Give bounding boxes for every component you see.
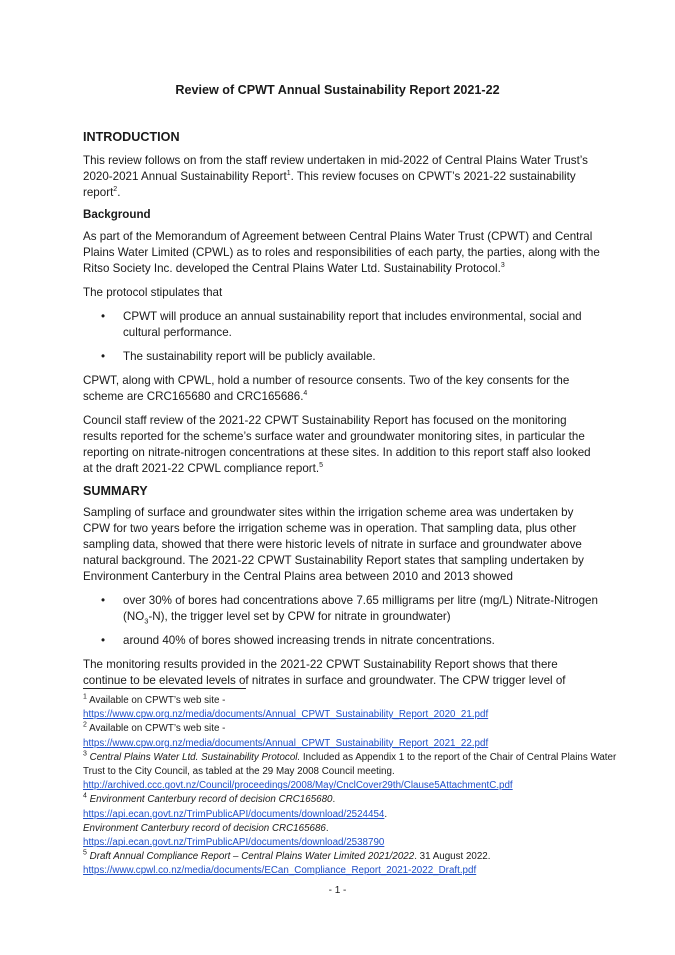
subscript-3: 3 xyxy=(144,616,149,626)
summary-bullet-text-b: -N), the trigger level set by CPW for nitrate in groundwater) xyxy=(148,610,451,623)
footnote-4 xyxy=(83,793,623,807)
background-paragraph-1 xyxy=(83,229,603,277)
footnote-separator xyxy=(83,688,246,689)
footnote-ref-5[interactable]: 5 xyxy=(319,462,323,470)
footnote-text: . xyxy=(325,822,329,834)
footnote-italic: Environment Canterbury record of decision CRC165680 xyxy=(86,794,333,806)
summary-bullet-item xyxy=(83,593,603,625)
footnote-ref-2[interactable]: 2 xyxy=(113,186,118,194)
footnote-italic: Environment Canterbury record of decision CRC165686 xyxy=(83,822,326,834)
footnote-italic: Draft Annual Compliance Report – Central Plains Water Limited 2021/2022 xyxy=(86,851,415,863)
footnote-text: Available on CPWT’s web site - xyxy=(86,695,226,706)
summary-bullet-text-a: over 30% of bores had concentrations above 7.65 milligrams per litre (mg/L) Nitrate-Nitrogen (NO xyxy=(123,594,598,623)
footnote-text: . 31 August 2022. xyxy=(414,851,491,863)
background-text-3: CPWT, along with CPWL, hold a number of resource consents. Two of the key consents for the scheme are CRC165680 and CRC165686. xyxy=(83,374,570,403)
footnote-number: 5 xyxy=(83,849,87,857)
footnote-text: Available on CPWT’s web site - xyxy=(86,723,226,735)
intro-text-a: This review follows on from the staff review undertaken in mid-2022 of Central Plains Water Trust’s 2020-2021 Annual Sustainability Report xyxy=(83,154,588,183)
intro-text-b: . This review focuses on CPWT’s 2021-22 sustainability report xyxy=(83,170,576,199)
background-text-4: Council staff review of the 2021-22 CPWT Sustainability Report has focused on the monitoring results reported for the scheme’s surface water and groundwater monitoring sites, in particular the reporting on nitrate-nitrogen concentrations at these sites. In addition to this report staff also looked at the draft 2021-22 CPWL compliance report. xyxy=(83,414,591,475)
document-title: Review of CPWT Annual Sustainability Report 2021-22 xyxy=(175,83,500,97)
footnote-text: Included as Appendix 1 to the report of the Chair of Central Plains Water Trust to the City Council, as tabled at the 29 May 2008 Council meeting. xyxy=(83,751,617,778)
background-paragraph-4 xyxy=(83,413,603,477)
footnote-text: . xyxy=(384,808,388,820)
footnote-2 xyxy=(83,722,623,736)
footnote-5-link[interactable]: https://www.cpwl.co.nz/media/documents/ECan_Compliance_Report_2021-2022_Draft.pdf xyxy=(83,865,477,877)
summary-paragraph-1: Sampling of surface and groundwater sites within the irrigation scheme area was undertaken by CPW for two years before the irrigation scheme was in operation. That sampling data, plus other sampling data, showed that there were historic levels of nitrate in surface and groundwater above natural background. The 2021-22 CPWT Sustainability Report states that sampling undertaken by Environment Canterbury in the Central Plains area between 2010 and 2013 showed xyxy=(83,506,584,583)
footnote-1 xyxy=(83,694,623,708)
footnotes-section xyxy=(83,694,623,879)
footnote-2-link[interactable]: https://www.cpw.org.nz/media/documents/Annual_CPWT_Sustainability_Report_2021_22.pdf xyxy=(83,737,489,749)
body-content xyxy=(83,129,603,689)
introduction-paragraph xyxy=(83,153,603,201)
footnote-5 xyxy=(83,850,623,864)
summary-bullet-item: • around 40% of bores showed increasing trends in nitrate concentrations. xyxy=(83,633,603,649)
footnote-ref-3[interactable]: 3 xyxy=(500,262,505,270)
background-text-1: As part of the Memorandum of Agreement between Central Plains Water Trust (CPWT) and Central Plains Water Limited (CPWL) as to roles and responsibilities of each party, the parties, along with the Ritso Society Inc. developed the Central Plains Water Ltd. Sustainability Protocol. xyxy=(83,230,600,275)
background-paragraph-2: The protocol stipulates that xyxy=(83,286,223,299)
summary-paragraph-2: The monitoring results provided in the 2021-22 CPWT Sustainability Report shows that there continue to be elevated levels of nitrates in surface and groundwater. The CPW trigger level of xyxy=(83,658,566,687)
footnote-text: . xyxy=(332,794,336,806)
background-heading: Background xyxy=(83,208,151,221)
protocol-bullet-item: • The sustainability report will be publicly available. xyxy=(83,349,603,365)
protocol-bullet-list xyxy=(83,309,603,365)
summary-bullet-list xyxy=(83,593,603,649)
footnote-4-link-2[interactable]: https://api.ecan.govt.nz/TrimPublicAPI/documents/download/2538790 xyxy=(83,837,385,849)
protocol-bullet-item: • CPWT will produce an annual sustainability report that includes environmental, social and cultural performance. xyxy=(83,309,603,341)
page-number: - 1 - xyxy=(328,885,347,896)
footnote-number: 2 xyxy=(83,722,87,730)
footnote-number: 3 xyxy=(83,750,87,758)
footnote-4-link-1[interactable]: https://api.ecan.govt.nz/TrimPublicAPI/documents/download/2524454 xyxy=(83,808,385,820)
footnote-ref-4[interactable]: 4 xyxy=(303,390,308,398)
footnote-1-link[interactable]: https://www.cpw.org.nz/media/documents/Annual_CPWT_Sustainability_Report_2020_21.pdf xyxy=(83,709,489,721)
footnote-number: 1 xyxy=(83,693,87,701)
footnote-3 xyxy=(83,751,623,779)
footnote-number: 4 xyxy=(83,793,87,801)
footnote-3-link[interactable]: http://archived.ccc.govt.nz/Council/proceedings/2008/May/CnclCover29th/Clause5AttachmentC.pdf xyxy=(83,780,513,792)
introduction-heading: INTRODUCTION xyxy=(83,130,180,144)
footnote-italic: Central Plains Water Ltd. Sustainability Protocol. xyxy=(86,751,301,763)
intro-text-c: . xyxy=(117,186,121,199)
background-paragraph-3 xyxy=(83,373,603,405)
footnote-ref-1[interactable]: 1 xyxy=(286,170,291,178)
summary-heading: SUMMARY xyxy=(83,484,148,498)
